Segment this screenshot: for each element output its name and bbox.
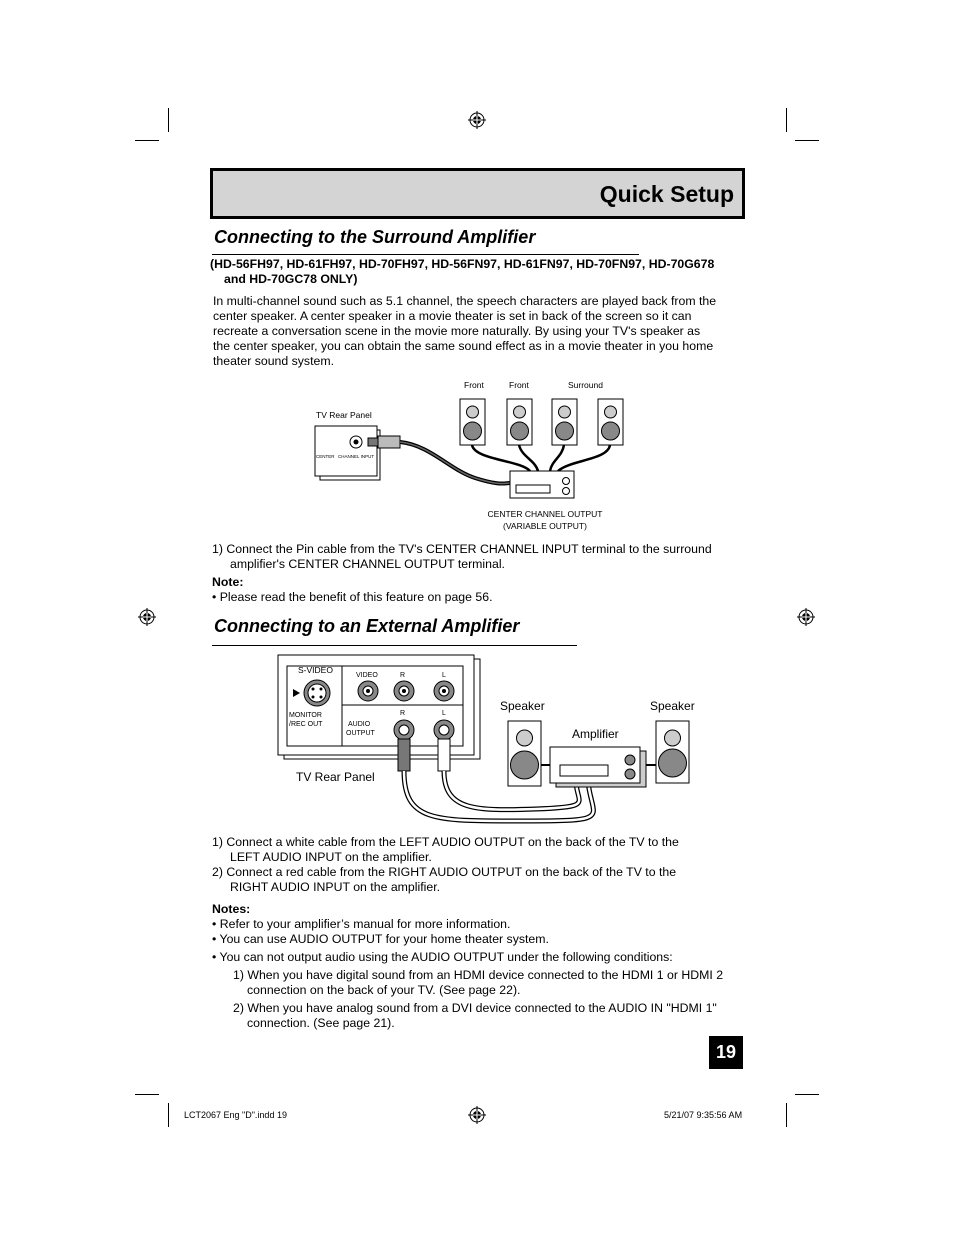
audio-r-out-jack-icon: [394, 720, 414, 740]
external-steps: [212, 835, 679, 895]
label-output: OUTPUT: [346, 730, 375, 737]
label-r-bottom: R: [400, 710, 406, 717]
label-s-video: S-VIDEO: [298, 665, 333, 675]
page-header: [210, 168, 745, 219]
intro-line: center speaker. A center speaker in a movie theater is set in back of the screen so it can: [213, 309, 692, 323]
speaker-surround-1-icon: [552, 399, 577, 445]
registration-mark-icon: [468, 111, 486, 129]
pin-dot: [312, 688, 315, 691]
external-amplifier-diagram: [276, 653, 706, 833]
speaker-left-icon: [508, 721, 541, 786]
label-center-channel-output: CENTER CHANNEL OUTPUT: [487, 509, 603, 519]
label-amplifier: Amplifier: [572, 727, 619, 741]
label-speaker-left: Speaker: [500, 699, 545, 713]
speaker-right-icon: [656, 721, 689, 783]
pin-cable-inner: [400, 442, 510, 484]
speaker-front-2-icon: [507, 399, 532, 445]
notes-label: Notes:: [212, 902, 251, 916]
crop-mark: [135, 140, 159, 141]
label-l-bottom: L: [442, 710, 446, 717]
speaker-cable: [558, 445, 610, 471]
pin-plug-body-icon: [378, 436, 400, 448]
surround-amplifier-icon: [510, 471, 574, 498]
pin-cable: [400, 442, 510, 484]
step-line: 2) Connect a red cable from the RIGHT AUDIO OUTPUT on the back of the TV to the: [212, 865, 677, 879]
tv-panel: [315, 426, 377, 476]
audio-r-in-jack-icon: [394, 681, 414, 701]
center-jack-inner-icon: [354, 440, 359, 445]
label-surround: Surround: [568, 380, 603, 390]
label-front-1: Front: [464, 380, 484, 390]
crop-mark: [795, 140, 819, 141]
white-plug-icon: [438, 739, 450, 771]
crop-mark: [168, 1103, 169, 1127]
red-plug-icon: [398, 739, 410, 771]
step-line: RIGHT AUDIO INPUT on the amplifier.: [230, 880, 441, 894]
label-audio: AUDIO: [348, 721, 371, 728]
label-speaker-right: Speaker: [650, 699, 695, 713]
step-line: 1) Connect a white cable from the LEFT AUDIO OUTPUT on the back of the TV to the: [212, 835, 679, 849]
note-label: Note:: [212, 575, 244, 589]
amplifier-icon: [550, 747, 646, 787]
pin-dot: [312, 696, 315, 699]
model-list-line: and HD-70GC78 ONLY): [224, 272, 358, 286]
pin-dot: [320, 688, 323, 691]
model-list-line: (HD-56FH97, HD-61FH97, HD-70FH97, HD-56FN97, HD-61FN97, HD-70FN97, HD-70G678: [210, 257, 715, 271]
condition-line: connection. (See page 21).: [247, 1016, 395, 1030]
footer-file: LCT2067 Eng "D".indd 19: [184, 1110, 287, 1120]
condition-line: connection on the back of your TV. (See page 22).: [247, 983, 521, 997]
crop-mark: [786, 1103, 787, 1127]
note-item: • Refer to your amplifier’s manual for more information.: [212, 917, 511, 931]
page-title: Quick Setup: [599, 181, 734, 207]
note-item: • You can use AUDIO OUTPUT for your home theater system.: [212, 932, 549, 946]
audio-l-out-jack-icon: [434, 720, 454, 740]
label-center: CENTER: [316, 454, 335, 459]
label-front-2: Front: [509, 380, 529, 390]
label-monitor: MONITOR: [289, 712, 322, 719]
s-video-jack-inner-icon: [308, 684, 326, 702]
pin-plug-icon: [368, 438, 378, 446]
conditions-list: [233, 968, 723, 1031]
crop-mark: [786, 108, 787, 132]
crop-mark: [168, 108, 169, 132]
model-list: [210, 257, 714, 287]
label-r-top: R: [400, 672, 406, 679]
crop-mark: [795, 1094, 819, 1095]
label-channel-input: CHANNEL INPUT: [338, 454, 375, 459]
footer-date: 5/21/07 9:35:56 AM: [664, 1110, 743, 1120]
intro-line: the center speaker, you can obtain the same sound effect as in a movie theater in you home: [213, 339, 714, 353]
condition-line: 2) When you have analog sound from a DVI device connected to the AUDIO IN "HDMI 1": [233, 1001, 717, 1015]
intro-line: In multi-channel sound such as 5.1 channel, the speech characters are played back from the: [213, 294, 717, 308]
condition-line: 1) When you have digital sound from an HDMI device connected to the HDMI 1 or HDMI 2: [233, 968, 724, 982]
heading-rule: [212, 254, 639, 255]
pin-dot: [320, 696, 323, 699]
label-rec-out: /REC OUT: [289, 721, 323, 728]
notes-list: [212, 917, 673, 965]
heading-rule: [212, 645, 577, 646]
label-variable-output: (VARIABLE OUTPUT): [503, 521, 587, 531]
note-text: • Please read the benefit of this feature on page 56.: [212, 590, 493, 604]
surround-step-1: [212, 542, 712, 572]
note-item: • You can not output audio using the AUDIO OUTPUT under the following conditions:: [212, 950, 673, 964]
label-video: VIDEO: [356, 672, 378, 679]
surround-amplifier-diagram: [300, 375, 650, 535]
registration-mark-icon: [138, 608, 156, 626]
intro-line: theater sound system.: [213, 354, 334, 368]
registration-mark-icon: [797, 608, 815, 626]
label-l-top: L: [442, 672, 446, 679]
section-heading-external: Connecting to an External Amplifier: [214, 616, 520, 636]
audio-l-in-jack-icon: [434, 681, 454, 701]
video-jack-icon: [358, 681, 378, 701]
crop-mark: [135, 1094, 159, 1095]
intro-paragraph: [213, 294, 716, 369]
intro-line: recreate a conversation scene in the movie more naturally. By using your TV's speaker as: [213, 324, 701, 338]
page-number: 19: [709, 1036, 743, 1069]
label-tv-rear-panel: TV Rear Panel: [296, 770, 375, 784]
step-line: amplifier's CENTER CHANNEL OUTPUT terminal.: [230, 557, 505, 571]
section-heading-surround: Connecting to the Surround Amplifier: [214, 227, 536, 247]
speaker-front-1-icon: [460, 399, 485, 445]
step-line: 1) Connect the Pin cable from the TV's CENTER CHANNEL INPUT terminal to the surround: [212, 542, 712, 556]
label-tv-rear-panel: TV Rear Panel: [316, 410, 372, 420]
speaker-surround-2-icon: [598, 399, 623, 445]
step-line: LEFT AUDIO INPUT on the amplifier.: [230, 850, 432, 864]
registration-mark-icon: [468, 1106, 486, 1124]
